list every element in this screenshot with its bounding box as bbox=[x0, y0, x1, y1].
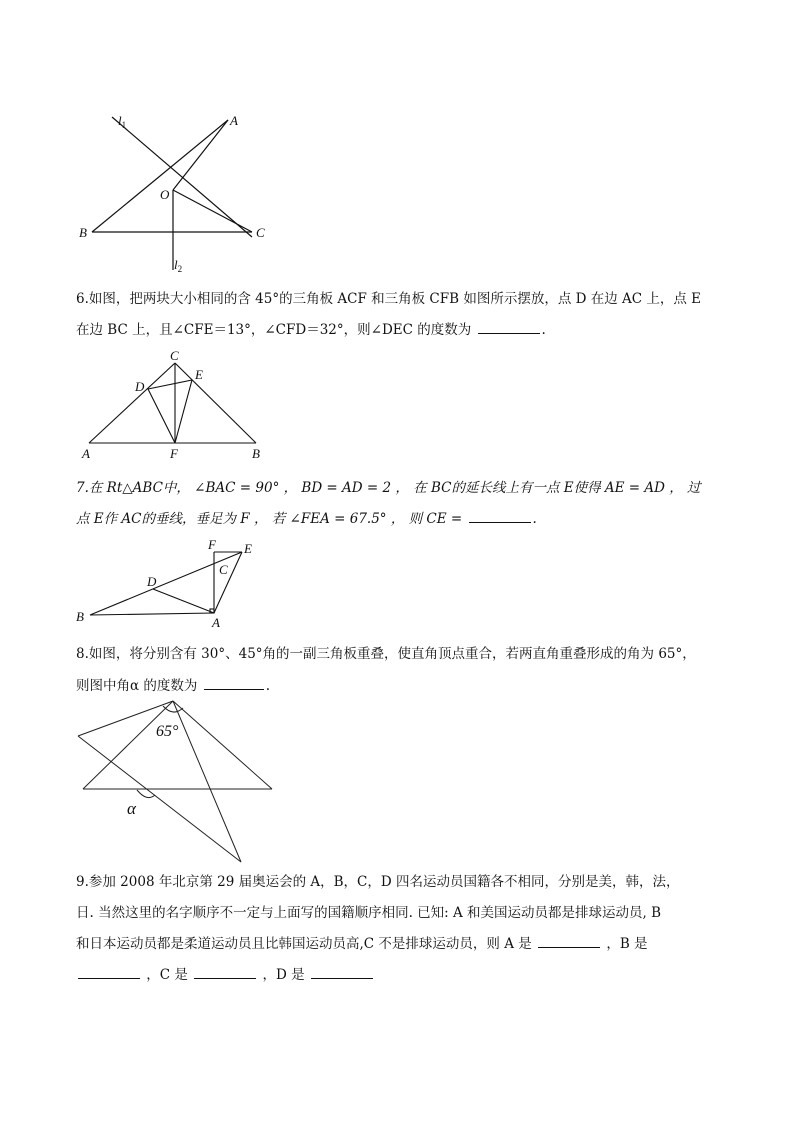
line-df bbox=[148, 389, 175, 443]
q8-line-2-end: . bbox=[265, 678, 271, 694]
label-d: D bbox=[135, 379, 145, 394]
q9-answer-d-blank[interactable] bbox=[311, 977, 373, 979]
q7-line-2-end: . bbox=[532, 511, 537, 527]
label-c: C bbox=[170, 348, 179, 363]
q8-line-2-text: 则图中角α 的度数为 bbox=[76, 678, 198, 694]
q7-line-2-text: 点 E作 AC的垂线，垂足为 F ， 若 ∠FEA = 67.5° ， 则 CE = bbox=[76, 511, 463, 527]
label-b: B bbox=[79, 225, 87, 240]
figure-q5-svg bbox=[70, 105, 300, 275]
line-30-right bbox=[173, 701, 241, 862]
label-65: 65° bbox=[156, 723, 179, 740]
line-cb bbox=[175, 363, 256, 443]
q6-line-2-end: . bbox=[541, 322, 546, 338]
q9-line-3-text-a: 和日本运动员都是柔道运动员且比韩国运动员高,C 不是排球运动员，则 A 是 bbox=[76, 936, 532, 952]
q9-answer-a-blank[interactable] bbox=[538, 946, 600, 948]
label-b: B bbox=[76, 609, 84, 624]
q8-line-1: 8.如图，将分别含有 30°、45°角的一副三角板重叠，使直角顶点重合，若两直角重叠形成的角为 65°， bbox=[76, 646, 696, 662]
q9-line-1: 9.参加 2008 年北京第 29 届奥运会的 A，B，C，D 四名运动员国籍各不相同，分别是美，韩，法， bbox=[76, 874, 680, 890]
label-f: F bbox=[208, 537, 216, 552]
figure-q7-svg bbox=[76, 537, 276, 632]
q8-line-2 bbox=[76, 677, 270, 695]
q7-line-2 bbox=[76, 510, 537, 528]
q6-line-2-text: 在边 BC 上，且∠CFE＝13°，∠CFD＝32°，则∠DEC 的度数为 bbox=[76, 322, 472, 338]
label-f: F bbox=[170, 446, 178, 461]
label-b: B bbox=[252, 446, 260, 461]
line-ac bbox=[89, 363, 175, 443]
line-ao bbox=[173, 120, 228, 190]
q9-line-3 bbox=[76, 935, 648, 953]
q9-line-3-text-b: ，B 是 bbox=[606, 936, 648, 952]
label-d: D bbox=[147, 574, 157, 589]
line-45-right bbox=[173, 701, 272, 789]
label-c: C bbox=[256, 225, 265, 240]
label-e: E bbox=[195, 367, 203, 382]
label-alpha: α bbox=[127, 799, 136, 818]
line-ef bbox=[175, 380, 192, 443]
line-da bbox=[153, 589, 214, 613]
q9-answer-c-blank[interactable] bbox=[194, 977, 256, 979]
label-a: A bbox=[230, 113, 238, 128]
line-45-left bbox=[83, 701, 173, 789]
figure-q6-svg bbox=[76, 348, 276, 463]
figure-q8-svg bbox=[70, 695, 280, 867]
q9-line-4 bbox=[76, 966, 375, 984]
figure-q6 bbox=[76, 348, 276, 463]
q6-line-2 bbox=[76, 321, 546, 339]
figure-q8 bbox=[70, 695, 280, 867]
line-oc bbox=[173, 190, 252, 232]
label-a: A bbox=[212, 615, 220, 630]
figure-q5 bbox=[70, 105, 300, 275]
label-c: C bbox=[219, 562, 228, 577]
label-a: A bbox=[82, 446, 90, 461]
q7-line-1: 7.在 Rt△ABC中， ∠BAC = 90° ， BD = AD = 2 ， 在 BC的延长线上有一点 E使得 AE = AD ， 过 bbox=[76, 480, 701, 496]
q7-answer-blank[interactable] bbox=[469, 521, 531, 523]
q8-answer-blank[interactable] bbox=[204, 688, 264, 690]
q6-answer-blank[interactable] bbox=[478, 332, 540, 334]
figure-q7 bbox=[76, 537, 276, 632]
q9-answer-b-blank[interactable] bbox=[78, 977, 140, 979]
line-30-hyp bbox=[78, 736, 241, 862]
label-e: E bbox=[244, 541, 252, 556]
label-o: O bbox=[160, 187, 170, 202]
line-ba bbox=[90, 613, 214, 615]
line-l1 bbox=[112, 117, 252, 237]
line-ba bbox=[92, 120, 228, 232]
q9-line-2: 日. 当然这里的名字顺序不一定与上面写的国籍顺序相同. 已知: A 和美国运动员都是排球运动员, B bbox=[76, 905, 662, 921]
label-l2: $l_2$ bbox=[174, 257, 183, 274]
label-l1: $l_1$ bbox=[118, 113, 127, 130]
q9-line-4-text-c: ，C 是 bbox=[146, 967, 188, 983]
q9-line-4-text-d: ，D 是 bbox=[262, 967, 305, 983]
q6-line-1: 6.如图，把两块大小相同的含 45°的三角板 ACF 和三角板 CFB 如图所示摆放，点 D 在边 AC 上，点 E bbox=[76, 291, 702, 307]
